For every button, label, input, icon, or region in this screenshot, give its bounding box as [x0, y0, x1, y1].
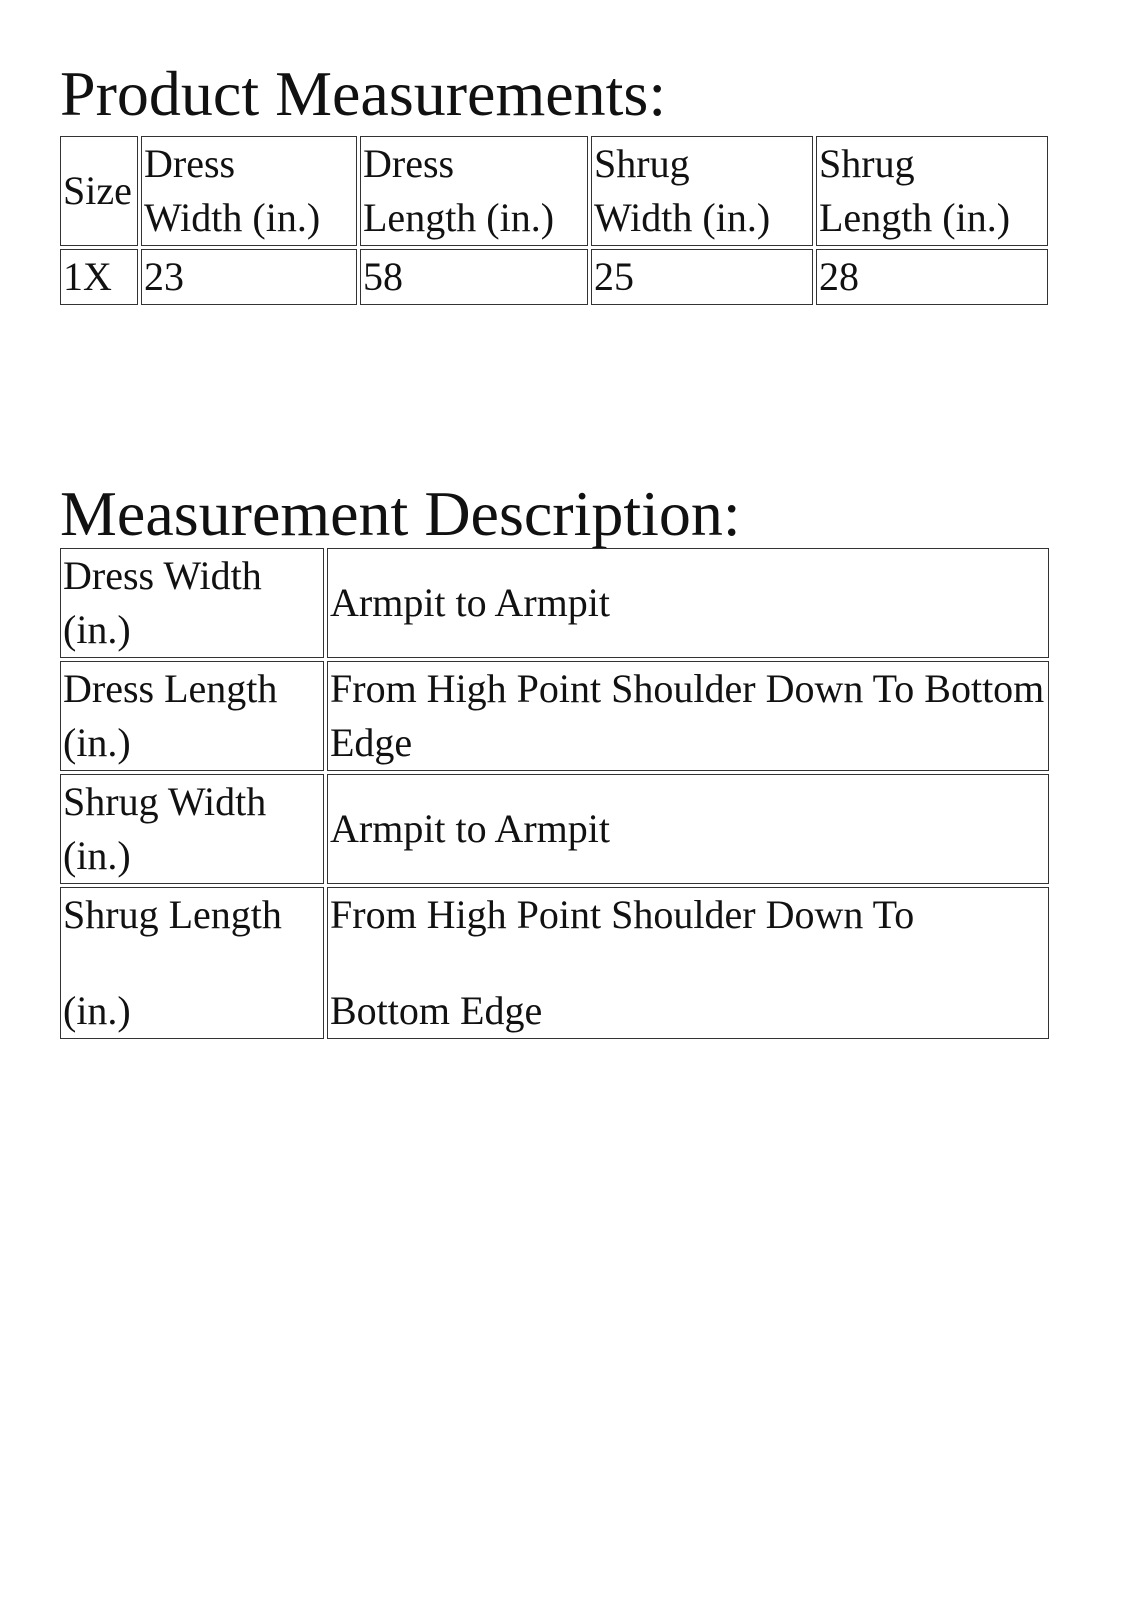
table-row — [60, 887, 1049, 1039]
desc-label-shrug-width: Shrug Width (in.) — [60, 774, 324, 884]
measurement-description-title: Measurement Description: — [60, 478, 741, 549]
desc-value-shrug-width: Armpit to Armpit — [327, 774, 1049, 884]
desc-value-shrug-length-line2: Bottom Edge — [330, 988, 543, 1033]
measurement-description-table — [57, 545, 1052, 1042]
table-row — [60, 548, 1049, 658]
product-measurements-title: Product Measurements: — [60, 58, 667, 129]
header-shrug-length-line1: Shrug — [819, 141, 915, 186]
header-dress-length-line1: Dress — [363, 141, 455, 186]
header-shrug-width-line2: Width (in.) — [594, 195, 771, 240]
desc-label-shrug-length-line1: Shrug Length — [63, 892, 282, 937]
cell-dress-width: 23 — [141, 249, 357, 305]
header-size: Size — [60, 136, 138, 246]
header-shrug-width — [591, 136, 813, 246]
header-dress-width-line1: Dress — [144, 141, 236, 186]
header-dress-width — [141, 136, 357, 246]
table-header-row — [60, 136, 1048, 246]
cell-size: 1X — [60, 249, 138, 305]
header-shrug-length — [816, 136, 1048, 246]
desc-value-shrug-length — [327, 887, 1049, 1039]
desc-value-dress-width: Armpit to Armpit — [327, 548, 1049, 658]
desc-label-shrug-length — [60, 887, 324, 1039]
header-shrug-width-line1: Shrug — [594, 141, 690, 186]
header-shrug-length-line2: Length (in.) — [819, 195, 1011, 240]
table-row — [60, 774, 1049, 884]
cell-shrug-length: 28 — [816, 249, 1048, 305]
header-dress-length — [360, 136, 588, 246]
product-measurements-table — [57, 133, 1051, 308]
header-dress-width-line2: Width (in.) — [144, 195, 321, 240]
table-row — [60, 661, 1049, 771]
header-dress-length-line2: Length (in.) — [363, 195, 555, 240]
desc-value-dress-length: From High Point Shoulder Down To Bottom Edge — [327, 661, 1049, 771]
cell-shrug-width: 25 — [591, 249, 813, 305]
cell-dress-length: 58 — [360, 249, 588, 305]
table-row — [60, 249, 1048, 305]
desc-label-shrug-length-line2: (in.) — [63, 988, 131, 1033]
desc-label-dress-width: Dress Width (in.) — [60, 548, 324, 658]
desc-label-dress-length: Dress Length (in.) — [60, 661, 324, 771]
desc-value-shrug-length-line1: From High Point Shoulder Down To — [330, 892, 915, 937]
